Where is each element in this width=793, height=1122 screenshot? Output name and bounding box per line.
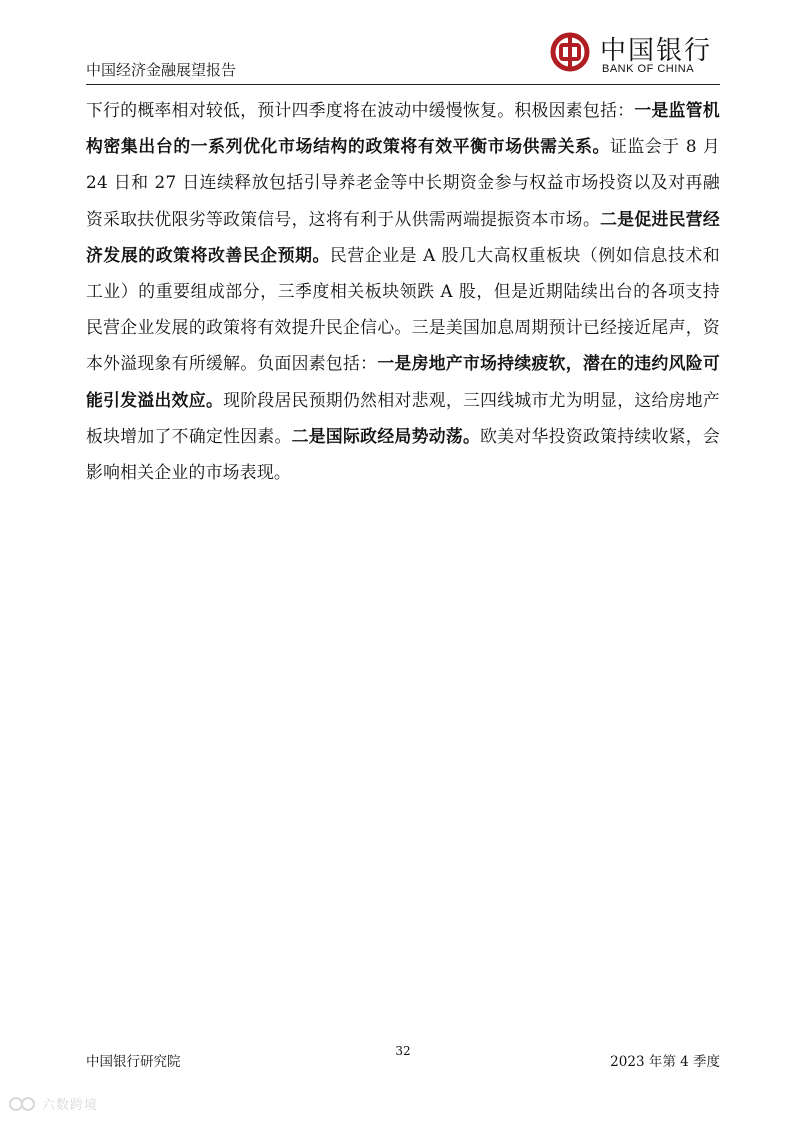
report-title: 中国经济金融展望报告 [86,61,237,79]
bank-logo [550,30,720,80]
body-paragraph [86,92,720,490]
paragraph-run-bold: 二是国际政经局势动荡。 [291,425,481,446]
paragraph-run: 下行的概率相对较低，预计四季度将在波动中缓慢恢复。积极因素包括： [86,100,635,120]
footer-institution: 中国银行研究院 [86,1054,181,1070]
paragraph-run: 欧美对华投资政策持续收紧，会影响相关企业的市场表现。 [86,425,720,483]
page-number: 32 [395,1044,411,1058]
watermark-logo-icon [8,1095,38,1113]
paragraph-run: 现阶段居民预期仍然相对悲观，三四线城市尤为明显，这给房地产板块增加了不确定性因素。 [86,389,720,446]
bank-name-english: BANK OF CHINA [602,63,695,75]
page-header [86,30,720,84]
watermark-text: 六数跨境 [42,1098,99,1113]
paragraph-run-bold: 一是房地产市场持续疲软，潜在的违约风险可能引发溢出效应。 [86,353,720,410]
watermark [8,1094,98,1116]
paragraph-run-bold: 一是监管机构密集出台的一系列优化市场结构的政策将有效平衡市场供需关系。 [86,100,720,157]
header-divider [86,84,720,85]
bank-name-chinese: 中国银行 [600,36,713,66]
report-body [86,92,720,490]
bank-of-china-emblem-icon [550,32,590,72]
footer-issue: 2023 年第 4 季度 [610,1054,720,1070]
page-footer [86,1044,720,1074]
paragraph-run: 证监会于 8 月 24 日和 27 日连续释放包括引导养老金等中长期资金参与权益市场投资以及对再融资采取扶优限劣等政策信号，这将有利于从供需两端提振资本市场。 [86,136,720,229]
paragraph-run: 民营企业是 A 股几大高权重板块（例如信息技术和工业）的重要组成部分，三季度相关板块领跌 A 股，但是近期陆续出台的各项支持民营企业发展的政策将有效提升民企信心。三是美国加息周期预计已经接近尾声，资本外溢现象有所缓解。负面因素包括： [86,244,720,374]
paragraph-run-bold: 二是促进民营经济发展的政策将改善民企预期。 [86,208,720,265]
